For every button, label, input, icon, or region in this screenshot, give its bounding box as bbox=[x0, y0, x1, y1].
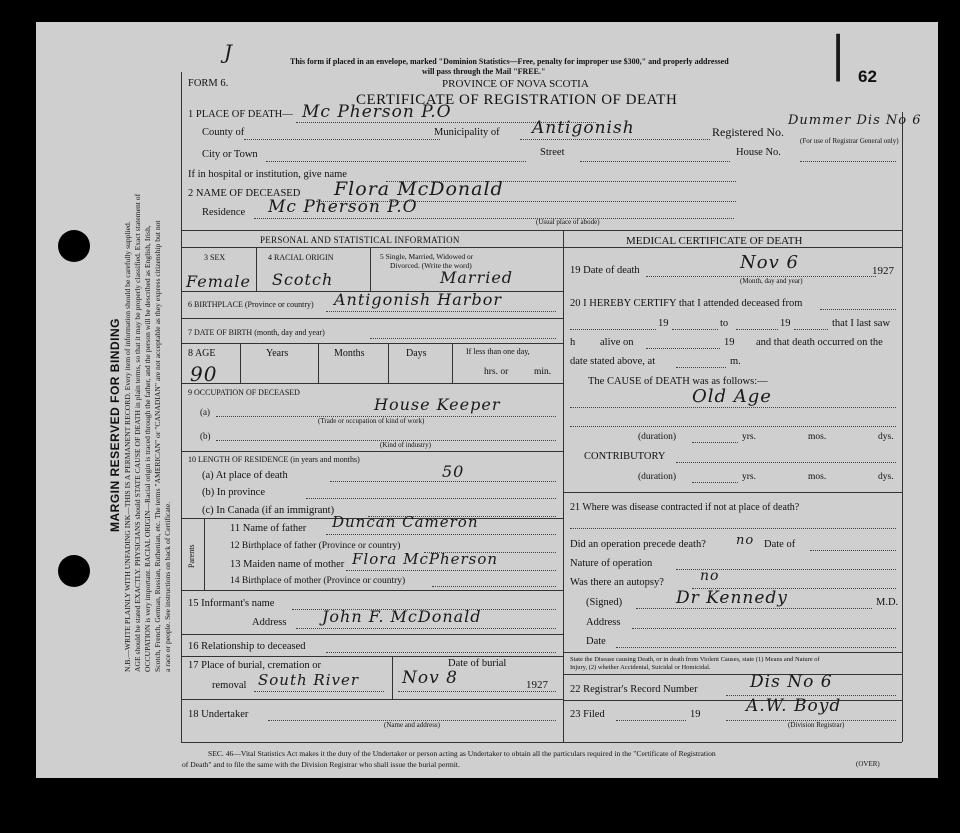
attended-to-label: to bbox=[720, 318, 729, 329]
date-of-death-year: 1927 bbox=[872, 265, 894, 277]
autopsy-value: no bbox=[700, 568, 720, 584]
racial-origin-value: Scotch bbox=[272, 270, 334, 289]
physician-date-label: Date bbox=[586, 636, 606, 647]
attended-from-year: 19 bbox=[658, 318, 669, 329]
occupation-a-label: (a) bbox=[200, 407, 210, 417]
death-certificate bbox=[36, 22, 938, 778]
mother-name-label: 13 Maiden name of mother bbox=[230, 559, 345, 570]
right-border bbox=[902, 112, 903, 742]
dys-label-1: dys. bbox=[878, 432, 894, 442]
operation-value: no bbox=[736, 533, 755, 548]
page-number: 62 bbox=[858, 67, 877, 86]
burial-place-label: 17 Place of burial, cremation or bbox=[188, 660, 321, 671]
father-name-value: Duncan Cameron bbox=[332, 513, 479, 531]
sex-value: Female bbox=[186, 272, 251, 291]
attended-to-year: 19 bbox=[780, 318, 791, 329]
hospital-label: If in hospital or institution, give name bbox=[188, 169, 347, 180]
duration-label-2: (duration) bbox=[638, 472, 676, 482]
age-label: 8 AGE bbox=[188, 348, 216, 359]
bottom-border bbox=[181, 742, 902, 743]
date-of-death-label: 19 Date of death bbox=[570, 265, 640, 276]
burial-year: 1927 bbox=[526, 679, 548, 691]
mos-label-2: mos. bbox=[808, 472, 827, 482]
informant-value: John F. McDonald bbox=[322, 607, 482, 626]
alive-on-year: 19 bbox=[724, 337, 735, 348]
minutes-label: min. bbox=[534, 367, 552, 377]
duration-label-1: (duration) bbox=[638, 432, 676, 442]
margin-reserved-label: MARGIN RESERVED FOR BINDING bbox=[108, 318, 122, 532]
informant-name-label: 15 Informant's name bbox=[188, 598, 275, 609]
margin-instruction-3: OCCUPATION is very important. RACIAL ORIGIN—Racial origin is traced through the father, and the person will be described as English, Irish, bbox=[143, 225, 152, 672]
age-days-label: Days bbox=[406, 348, 427, 359]
occupation-a-note: (Trade or occupation of kind of work) bbox=[318, 417, 425, 425]
operation-date-label: Date of bbox=[764, 539, 796, 550]
name-of-deceased-value: Flora McDonald bbox=[334, 178, 504, 200]
city-label: City or Town bbox=[202, 149, 258, 160]
father-birthplace-label: 12 Birthplace of father (Province or country) bbox=[230, 541, 401, 551]
md-label: M.D. bbox=[876, 597, 899, 608]
postal-notice-line-2: will pass through the Mail "FREE." bbox=[422, 67, 546, 76]
municipality-value: Antigonish bbox=[532, 118, 635, 138]
margin-instruction-5: a race or people. See instructions on back of Certificate. bbox=[163, 501, 172, 672]
margin-instruction-1: N.B.—WRITE PLAINLY WITH UNFADING INK—THIS IS A PERMANENT RECORD. Every item of information should be carefully supplied. bbox=[123, 221, 132, 672]
age-months-label: Months bbox=[334, 348, 365, 359]
physician-address-label: Address bbox=[586, 617, 621, 628]
operation-label: Did an operation precede death? bbox=[570, 539, 706, 550]
form-number: FORM 6. bbox=[188, 78, 229, 89]
municipality-label: Municipality of bbox=[434, 127, 500, 138]
birthplace-label: 6 BIRTHPLACE (Province or country) bbox=[188, 300, 314, 309]
mos-label-1: mos. bbox=[808, 432, 827, 442]
filed-year: 19 bbox=[690, 709, 701, 720]
date-of-birth-label: 7 DATE OF BIRTH (month, day and year) bbox=[188, 328, 325, 337]
last-saw-label: that I last saw bbox=[832, 318, 891, 329]
residence-at-place-value: 50 bbox=[442, 462, 465, 481]
registered-number-label: Registered No. bbox=[712, 125, 784, 139]
place-of-death-value: Mc Pherson P.O bbox=[302, 102, 452, 122]
him-label: h bbox=[570, 337, 576, 348]
signed-value: Dr Kennedy bbox=[676, 588, 788, 608]
punch-hole-top bbox=[58, 230, 90, 262]
residence-label: Residence bbox=[202, 207, 246, 218]
county-label: County of bbox=[202, 127, 245, 138]
burial-date-value: Nov 8 bbox=[402, 668, 458, 688]
marital-status-label-1: 5 Single, Married, Widowed or bbox=[380, 252, 474, 261]
mother-birthplace-label: 14 Birthplace of mother (Province or country) bbox=[230, 576, 406, 586]
province-name: PROVINCE OF NOVA SCOTIA bbox=[442, 78, 589, 90]
margin-instruction-4: Scotch, French, German, Russian, Ruthenian, etc. The terms "AMERICAN" or "CANADIAN" are not acceptable as they express citizenship but not bbox=[153, 220, 162, 672]
undertaker-label: 18 Undertaker bbox=[188, 709, 249, 720]
yrs-label-2: yrs. bbox=[742, 472, 756, 482]
occupation-label: 9 OCCUPATION OF DECEASED bbox=[188, 388, 300, 397]
alive-on-label: alive on bbox=[600, 337, 634, 348]
record-number-value: Dis No 6 bbox=[750, 672, 833, 692]
burial-place-value: South River bbox=[258, 671, 360, 689]
filed-label: 23 Filed bbox=[570, 709, 605, 720]
disease-contracted-label: 21 Where was disease contracted if not at place of death? bbox=[570, 502, 800, 513]
sec46-line-2: of Death" and to file the same with the Division Registrar who shall issue the burial permit. bbox=[182, 760, 460, 769]
sex-label: 3 SEX bbox=[204, 253, 226, 262]
state-disease-note-1: State the Disease causing Death, or in death from Violent Causes, state (1) Means and Nature of bbox=[570, 656, 820, 663]
signed-label: (Signed) bbox=[586, 597, 623, 608]
division-registrar-note: (Division Registrar) bbox=[788, 721, 845, 729]
occupation-b-note: (Kind of industry) bbox=[380, 441, 431, 449]
certificate-title: CERTIFICATE OF REGISTRATION OF DEATH bbox=[356, 92, 678, 108]
medical-section-title: MEDICAL CERTIFICATE OF DEATH bbox=[626, 235, 803, 247]
registered-number-value: Dummer Dis No 6 bbox=[788, 113, 922, 128]
marital-status-value: Married bbox=[440, 268, 514, 287]
left-border bbox=[181, 72, 182, 742]
record-number-label: 22 Registrar's Record Number bbox=[570, 684, 698, 695]
sec46-line-1: SEC. 46—Vital Statistics Act makes it the duty of the Undertaker or person acting as Undertaker to obtain all the particulars required in the "Certificate of Registration bbox=[208, 749, 716, 758]
age-value: 90 bbox=[190, 362, 218, 386]
age-years-label: Years bbox=[266, 348, 289, 359]
date-of-death-note: (Month, day and year) bbox=[740, 277, 803, 285]
burial-removal-label: removal bbox=[212, 680, 247, 691]
certify-label: 20 I HEREBY CERTIFY that I attended deceased from bbox=[570, 298, 803, 309]
m-label: m. bbox=[730, 356, 741, 367]
postal-notice-line-1: This form if placed in an envelope, marked "Dominion Statistics—Free, penalty for improper use $300," and properly addressed bbox=[290, 57, 729, 66]
marital-status-label-2: Divorced. (Write the word) bbox=[390, 261, 472, 270]
yrs-label-1: yrs. bbox=[742, 432, 756, 442]
residence-at-place-label: (a) At place of death bbox=[202, 470, 288, 481]
division-registrar-value: A.W. Boyd bbox=[746, 696, 842, 716]
occupation-value: House Keeper bbox=[374, 395, 501, 414]
occupation-b-label: (b) bbox=[200, 431, 211, 441]
mother-name-value: Flora McPherson bbox=[352, 550, 499, 568]
over-label: (OVER) bbox=[856, 760, 880, 768]
place-of-death-label: 1 PLACE OF DEATH— bbox=[188, 109, 293, 120]
registrar-general-note: (For use of Registrar General only) bbox=[800, 137, 899, 145]
state-disease-note-2: Injury, (2) whether Accidental, Suicidal or Homicidal. bbox=[570, 664, 711, 671]
center-column-divider bbox=[563, 230, 564, 742]
relationship-label: 16 Relationship to deceased bbox=[188, 641, 306, 652]
contributory-label: CONTRIBUTORY bbox=[584, 451, 666, 462]
section-divider-top bbox=[181, 230, 902, 231]
father-name-label: 11 Name of father bbox=[230, 523, 307, 534]
death-occurred-label: and that death occurred on the bbox=[756, 337, 883, 348]
parents-label: Parents bbox=[187, 544, 196, 568]
informant-address-label: Address bbox=[252, 617, 287, 628]
date-of-death-value: Nov 6 bbox=[740, 252, 799, 273]
hours-label: hrs. or bbox=[484, 367, 509, 377]
autopsy-label: Was there an autopsy? bbox=[570, 577, 664, 588]
date-stated-label: date stated above, at bbox=[570, 356, 656, 367]
cause-of-death-value: Old Age bbox=[692, 386, 772, 407]
corner-stroke-mark: | bbox=[830, 26, 848, 82]
punch-hole-bottom bbox=[58, 555, 90, 587]
corner-check-mark: J bbox=[224, 40, 234, 64]
birthplace-value: Antigonish Harbor bbox=[334, 290, 502, 309]
personal-section-title: PERSONAL AND STATISTICAL INFORMATION bbox=[260, 235, 460, 245]
residence-note: (Usual place of abode) bbox=[536, 218, 600, 226]
burial-date-label: Date of burial bbox=[448, 658, 507, 669]
residence-in-canada-label: (c) In Canada (if an immigrant) bbox=[202, 505, 335, 516]
dys-label-2: dys. bbox=[878, 472, 894, 482]
nature-of-operation-label: Nature of operation bbox=[570, 558, 653, 569]
undertaker-note: (Name and address) bbox=[384, 721, 440, 729]
house-number-label: House No. bbox=[736, 147, 781, 158]
cause-of-death-label: The CAUSE of DEATH was as follows:— bbox=[588, 376, 768, 387]
name-of-deceased-label: 2 NAME OF DECEASED bbox=[188, 188, 301, 199]
residence-value: Mc Pherson P.O bbox=[268, 197, 418, 217]
residence-length-label: 10 LENGTH OF RESIDENCE (in years and months) bbox=[188, 455, 360, 464]
margin-instruction-2: AGE should be stated EXACTLY. PHYSICIANS should STATE CAUSE OF DEATH in plain terms, so that it may be properly classified. Exact statement of bbox=[133, 193, 142, 672]
less-than-day-label: If less than one day, bbox=[466, 347, 530, 356]
street-label: Street bbox=[540, 147, 565, 158]
residence-in-province-label: (b) In province bbox=[202, 487, 265, 498]
racial-origin-label: 4 RACIAL ORIGIN bbox=[268, 253, 334, 262]
